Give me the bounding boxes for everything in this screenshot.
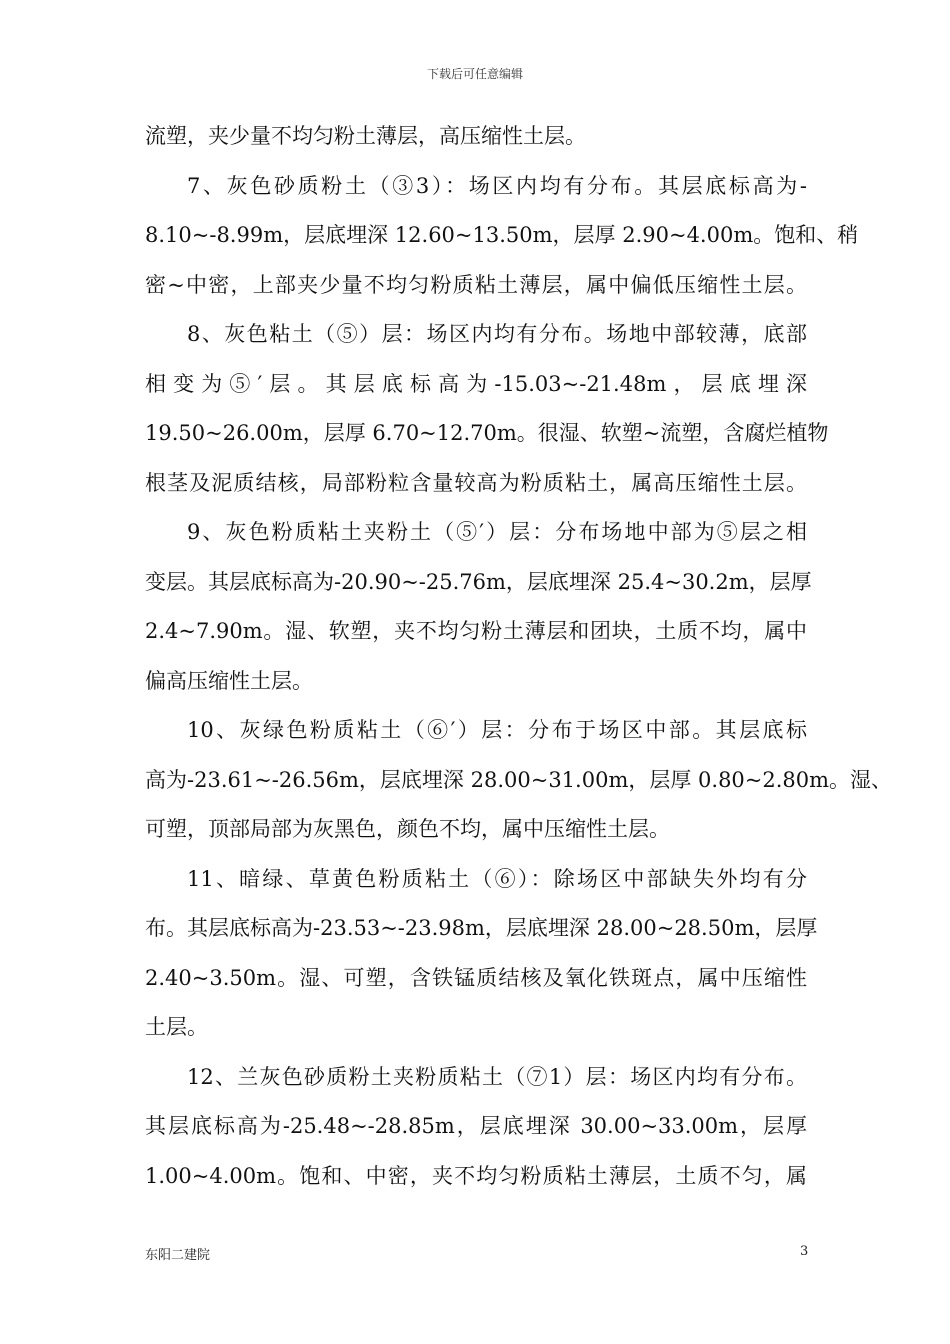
text-line: 7、灰色砂质粉土（③3）：场区内均有分布。其层底标高为- <box>187 173 807 198</box>
text-line: 变层。其层底标高为-20.90~-25.76m，层底埋深 25.4~30.2m，层厚 <box>145 569 812 594</box>
text-line: 10、灰绿色粉质粘土（⑥′）层：分布于场区中部。其层底标 <box>187 718 807 742</box>
text-line: 可塑，顶部局部为灰黑色，颜色不均，属中压缩性土层。 <box>145 817 670 841</box>
text-line: 8、灰色粘土（⑤）层：场区内均有分布。场地中部较薄，底部 <box>187 322 807 346</box>
page-header: 下载后可任意编辑 <box>426 67 523 81</box>
text-line: 8.10~-8.99m，层底埋深 12.60~13.50m，层厚 2.90~4.00m。饱和、稍 <box>145 223 859 247</box>
text-line: 高为-23.61~-26.56m，层底埋深 28.00~31.00m，层厚 0.80~2.80m。湿、 <box>145 767 893 792</box>
text-line: 11、暗绿、草黄色粉质粘土（⑥）：除场区中部缺失外均有分 <box>187 866 807 891</box>
text-line: 密~中密，上部夹少量不均匀粉质粘土薄层，属中偏低压缩性土层。 <box>145 272 807 297</box>
text-line: 1.00~4.00m。饱和、中密，夹不均匀粉质粘土薄层，土质不匀，属 <box>145 1163 807 1188</box>
text-line: 12、兰灰色砂质粉土夹粉质粘土（⑦1）层：场区内均有分布。 <box>187 1064 807 1089</box>
text-line: 9、灰色粉质粘土夹粉土（⑤′）层：分布场地中部为⑤层之相 <box>187 520 807 544</box>
page-number: 3 <box>800 1244 809 1259</box>
footer-organization: 东阳二建院 <box>145 1248 211 1263</box>
text-line: 流塑，夹少量不均匀粉土薄层，高压缩性土层。 <box>145 124 586 148</box>
text-line: 其层底标高为-25.48~-28.85m，层底埋深 30.00~33.00m，层厚 <box>145 1114 807 1138</box>
text-line: 土层。 <box>145 1015 208 1039</box>
text-line: 偏高压缩性土层。 <box>145 668 313 693</box>
document-body <box>145 112 893 1201</box>
text-line: 2.40~3.50m。湿、可塑，含铁锰质结核及氧化铁斑点，属中压缩性 <box>145 965 807 990</box>
text-line: 19.50~26.00m，层厚 6.70~12.70m。很湿、软塑~流塑，含腐烂植物 <box>145 421 829 445</box>
text-line: 根茎及泥质结核，局部粉粒含量较高为粉质粘土，属高压缩性土层。 <box>145 470 807 495</box>
text-line: 相变为⑤′层。其层底标高为-15.03~-21.48m，层底埋深 <box>145 371 807 396</box>
text-line: 2.4~7.90m。湿、软塑，夹不均匀粉土薄层和团块，土质不均，属中 <box>145 619 807 643</box>
text-line: 布。其层底标高为-23.53~-23.98m，层底埋深 28.00~28.50m，层厚 <box>145 916 818 940</box>
